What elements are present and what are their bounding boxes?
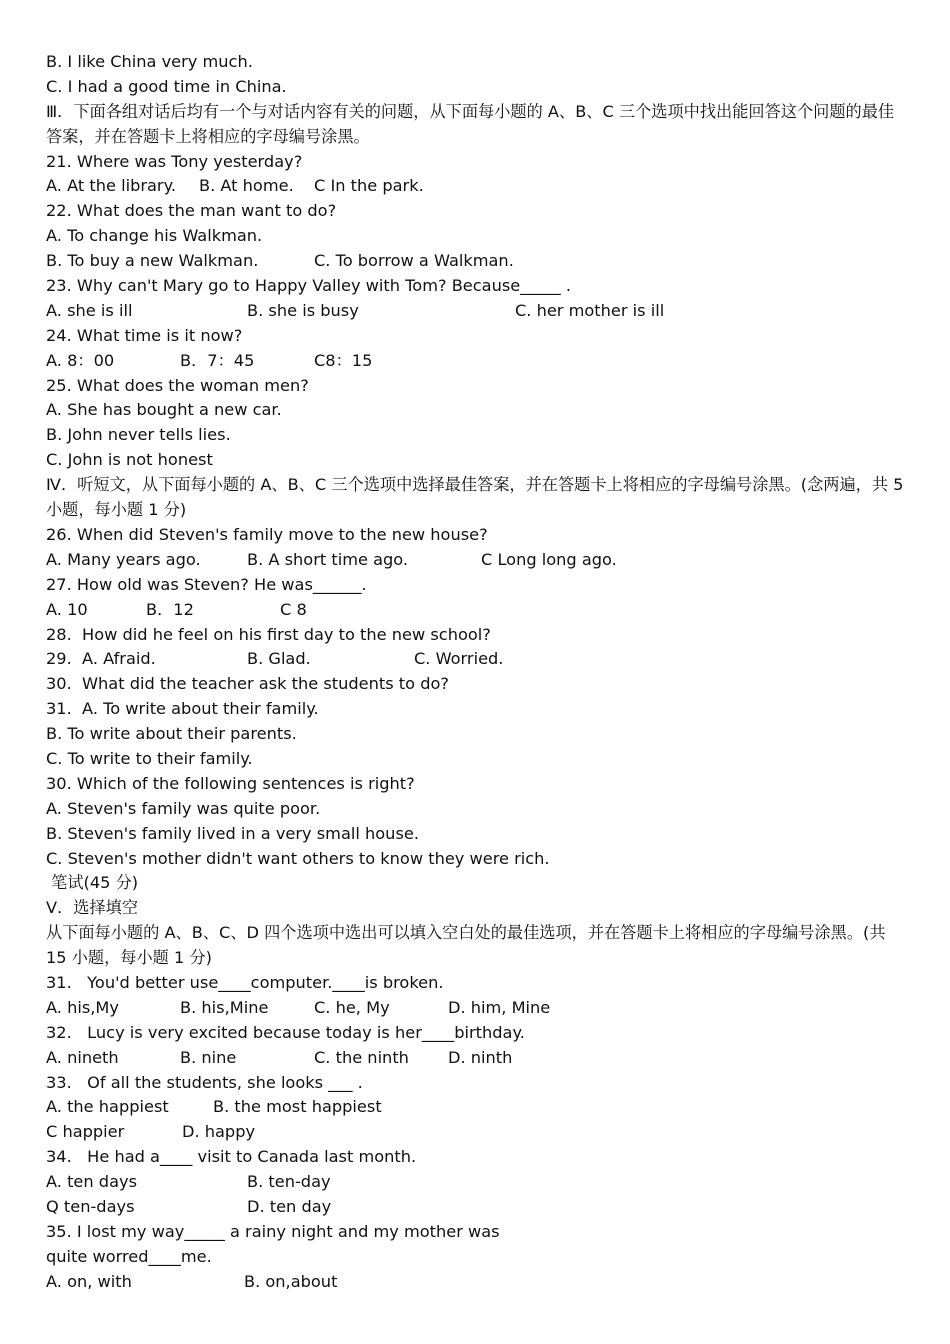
line-segment: B. on,about [244,1271,338,1291]
exam-page [46,50,908,1295]
line-segment: 27. How old was Steven? He was______. [46,574,367,594]
line-segment: A. his,My [46,997,119,1017]
text-line [46,722,908,747]
line-segment: B. ten-day [247,1172,331,1192]
line-segment: B．12 [146,599,194,619]
line-segment: B. At home. [199,176,294,196]
line-segment: A. Steven's family was quite poor. [46,798,321,818]
line-segment: 24. What time is it now? [46,325,243,345]
text-line [46,623,908,648]
line-segment: 22. What does the man want to do? [46,201,337,221]
line-segment: A. She has bought a new car. [46,400,282,420]
line-segment: C 8 [280,599,307,619]
text-line [46,971,908,996]
text-line [46,1170,908,1195]
line-segment: D. him, Mine [448,997,551,1017]
line-segment: B. A short time ago. [247,549,409,569]
text-line [46,1220,908,1245]
line-segment: 31. A. To write about their family. [46,699,319,719]
line-segment: B. Steven's family lived in a very small house. [46,823,419,843]
text-line [46,598,908,623]
line-segment: B. she is busy [247,300,359,320]
line-segment: B．7：45 [180,350,255,370]
line-segment: A. on, with [46,1271,132,1291]
text-line [46,399,908,424]
text-line [46,1145,908,1170]
line-segment: A. nineth [46,1047,119,1067]
text-line [46,1245,908,1270]
text-line [46,871,908,896]
line-segment: C happier [46,1122,125,1142]
text-line [46,224,908,249]
text-line [46,996,908,1021]
text-line [46,374,908,399]
text-line [46,523,908,548]
text-line [46,349,908,374]
text-line [46,772,908,797]
text-line [46,1021,908,1046]
text-line [46,697,908,722]
text-line [46,1270,908,1295]
line-segment: C. her mother is ill [515,300,665,320]
line-segment: B. To write about their parents. [46,724,297,744]
text-line [46,1071,908,1096]
line-segment: 笔试(45 分) [46,873,139,893]
text-line: Ⅳ．听短文，从下面每小题的 A、B、C 三个选项中选择最佳答案，并在答题卡上将相应的字母编号涂黑。(念两遍，共 5 小题，每小题 1 分) [46,475,904,520]
line-segment: 28. How did he feel on his first day to the new school? [46,624,491,644]
text-line [46,1046,908,1071]
text-line [46,75,908,100]
line-segment: C. he, My [314,997,390,1017]
line-segment: quite worred____me. [46,1246,212,1266]
line-segment: 25. What does the woman men? [46,375,309,395]
text-line [46,50,908,75]
line-segment: C. To write to their family. [46,748,253,768]
text-line [46,548,908,573]
line-segment: 30. What did the teacher ask the students to do? [46,674,449,694]
line-segment: A. the happiest [46,1097,169,1117]
line-segment: C. To borrow a Walkman. [314,251,514,271]
line-segment: B. To buy a new Walkman. [46,251,259,271]
line-segment: 21. Where was Tony yesterday? [46,151,303,171]
text-line [46,324,908,349]
text-line [46,1096,908,1121]
line-segment: B. I like China very much. [46,51,253,71]
text-line [46,249,908,274]
line-segment: B. his,Mine [180,997,269,1017]
text-line [46,174,908,199]
line-segment: C. Worried. [414,649,504,669]
text-line [46,822,908,847]
text-line [46,299,908,324]
line-segment: Q ten-days [46,1197,135,1217]
line-segment: 30. Which of the following sentences is right? [46,773,415,793]
text-line: 从下面每小题的 A、B、C、D 四个选项中选出可以填入空白处的最佳选项，并在答题卡上将相应的字母编号涂黑。(共 15 小题，每小题 1 分) [46,923,886,968]
text-line [46,647,908,672]
text-line [46,797,908,822]
text-line: Ⅲ．下面各组对话后均有一个与对话内容有关的问题，从下面每小题的 A、B、C 三个选项中找出能回答这个问题的最佳答案，并在答题卡上将相应的字母编号涂黑。 [46,101,895,146]
line-segment: D. happy [182,1122,256,1142]
text-line [46,423,908,448]
line-segment: 29. A. Afraid. [46,649,156,669]
line-segment: A. 8：00 [46,350,115,370]
text-line [46,448,908,473]
line-segment: A. To change his Walkman. [46,226,263,246]
line-segment: C. I had a good time in China. [46,76,287,96]
line-segment: 26. When did Steven's family move to the new house? [46,524,488,544]
line-segment: 32. Lucy is very excited because today is her____birthday. [46,1022,525,1042]
line-segment: 31. You'd better use____computer.____is broken. [46,973,444,993]
line-segment: 23. Why can't Mary go to Happy Valley with Tom? Because_____ . [46,276,571,296]
line-segment: A. 10 [46,599,88,619]
line-segment: 34. He had a____ visit to Canada last month. [46,1147,417,1167]
text-line [46,747,908,772]
line-segment: A. she is ill [46,300,133,320]
line-segment: 33. Of all the students, she looks ___ . [46,1072,363,1092]
line-segment: Ⅴ．选择填空 [46,898,139,918]
text-line [46,1195,908,1220]
line-segment: D. ten day [247,1197,332,1217]
line-segment: B. John never tells lies. [46,425,231,445]
line-segment: 35. I lost my way_____ a rainy night and my mother was [46,1221,500,1241]
line-segment: A. Many years ago. [46,549,201,569]
line-segment: C. John is not honest [46,450,213,470]
line-segment: D. ninth [448,1047,513,1067]
text-line [46,847,908,872]
text-line [46,896,908,921]
line-segment: A. ten days [46,1172,137,1192]
line-segment: C Long long ago. [481,549,617,569]
line-segment: C. the ninth [314,1047,409,1067]
line-segment: C8：15 [314,350,373,370]
text-line [46,274,908,299]
text-line [46,672,908,697]
line-segment: C In the park. [314,176,424,196]
text-line [46,1120,908,1145]
line-segment: A. At the library. [46,176,176,196]
line-segment: B. nine [180,1047,237,1067]
text-line [46,573,908,598]
line-segment: B. Glad. [247,649,311,669]
text-line [46,199,908,224]
text-line [46,150,908,175]
line-segment: C. Steven's mother didn't want others to know they were rich. [46,848,550,868]
line-segment: B. the most happiest [213,1097,382,1117]
